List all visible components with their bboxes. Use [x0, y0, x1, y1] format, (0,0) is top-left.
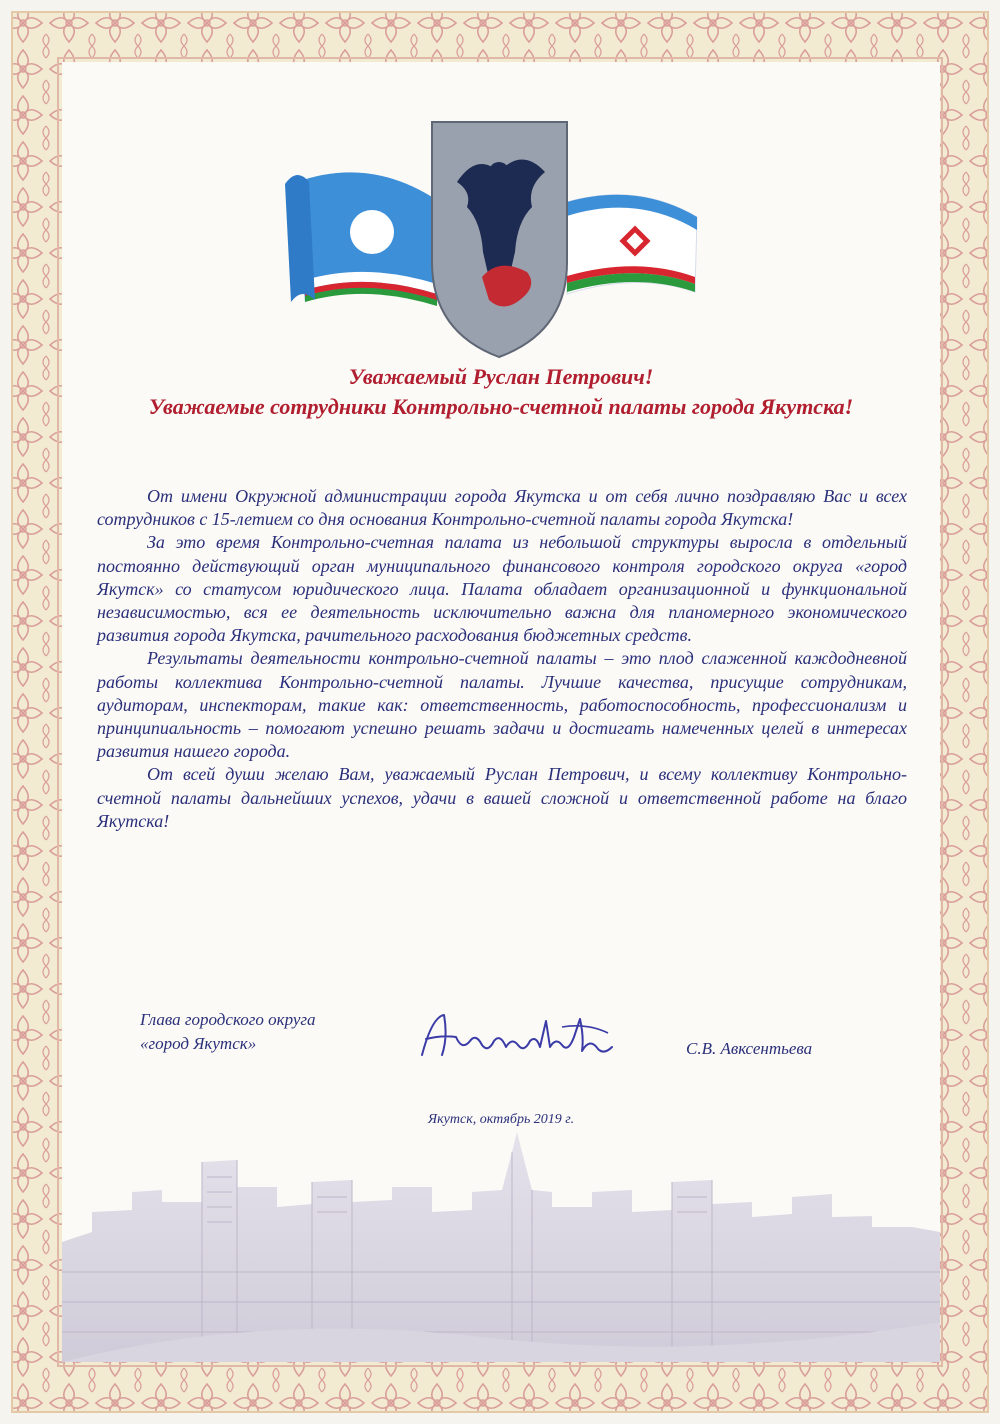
salutation-line-2: Уважаемые сотрудники Контрольно-счетной палаты города Якутска!: [148, 394, 854, 419]
signatory-title-line-1: Глава городского округа: [140, 1010, 316, 1029]
paragraph: Результаты деятельности контрольно-счетной палаты – это плод слаженной каждодневной работы коллектива Контрольно-счетной палаты. Лучшие качества, присущие сотрудникам, аудиторам, инспекторам, такие как: ответственность, работоспособность, профессионализм и принципиальность – помогают успешно решать задачи и достигать намеченных целей в интересах развития нашего города.: [97, 648, 907, 762]
shield-icon: [432, 122, 567, 357]
place-and-date: Якутск, октябрь 2019 г.: [427, 1112, 575, 1127]
salutation-line-1: Уважаемый Руслан Петрович!: [348, 364, 654, 389]
signatory-name: С.В. Авксентьева: [686, 1039, 813, 1058]
paragraph: От всей души желаю Вам, уважаемый Руслан Петрович, и всему коллективу Контрольно-счетной палаты дальнейших успехов, удачи в вашей сложной и ответственной работе на благо Якутска!: [97, 764, 907, 831]
paragraph: От имени Окружной администрации города Якутска и от себя лично поздравляю Вас и всех сотрудников с 15-летием со дня основания Контрольно-счетной палаты города Якутска!: [97, 486, 907, 530]
coat-of-arms-emblem: [277, 112, 727, 362]
signatory-title: [140, 1008, 316, 1056]
letter-body-area: [62, 62, 940, 1362]
letter-text: [97, 485, 907, 833]
salutation: [62, 362, 940, 422]
paragraph: За это время Контрольно-счетная палата из небольшой структуры выросла в отдельный постоянно действующий орган муниципального финансового контроля городского округа «город Якутск» со статусом юридического лица. Палата обладает организационной и функциональной независимостью, вся ее деятельность исключительно важна для планомерного экономического развития города Якутска, рачительного расходования бюджетных средств.: [97, 532, 907, 646]
handwritten-signature: [412, 1007, 622, 1067]
yakutsk-flag-icon: [567, 195, 697, 294]
cityscape-illustration: [62, 1132, 940, 1362]
signatory-title-line-2: «город Якутск»: [140, 1034, 257, 1053]
sakha-flag-icon: [285, 172, 437, 306]
